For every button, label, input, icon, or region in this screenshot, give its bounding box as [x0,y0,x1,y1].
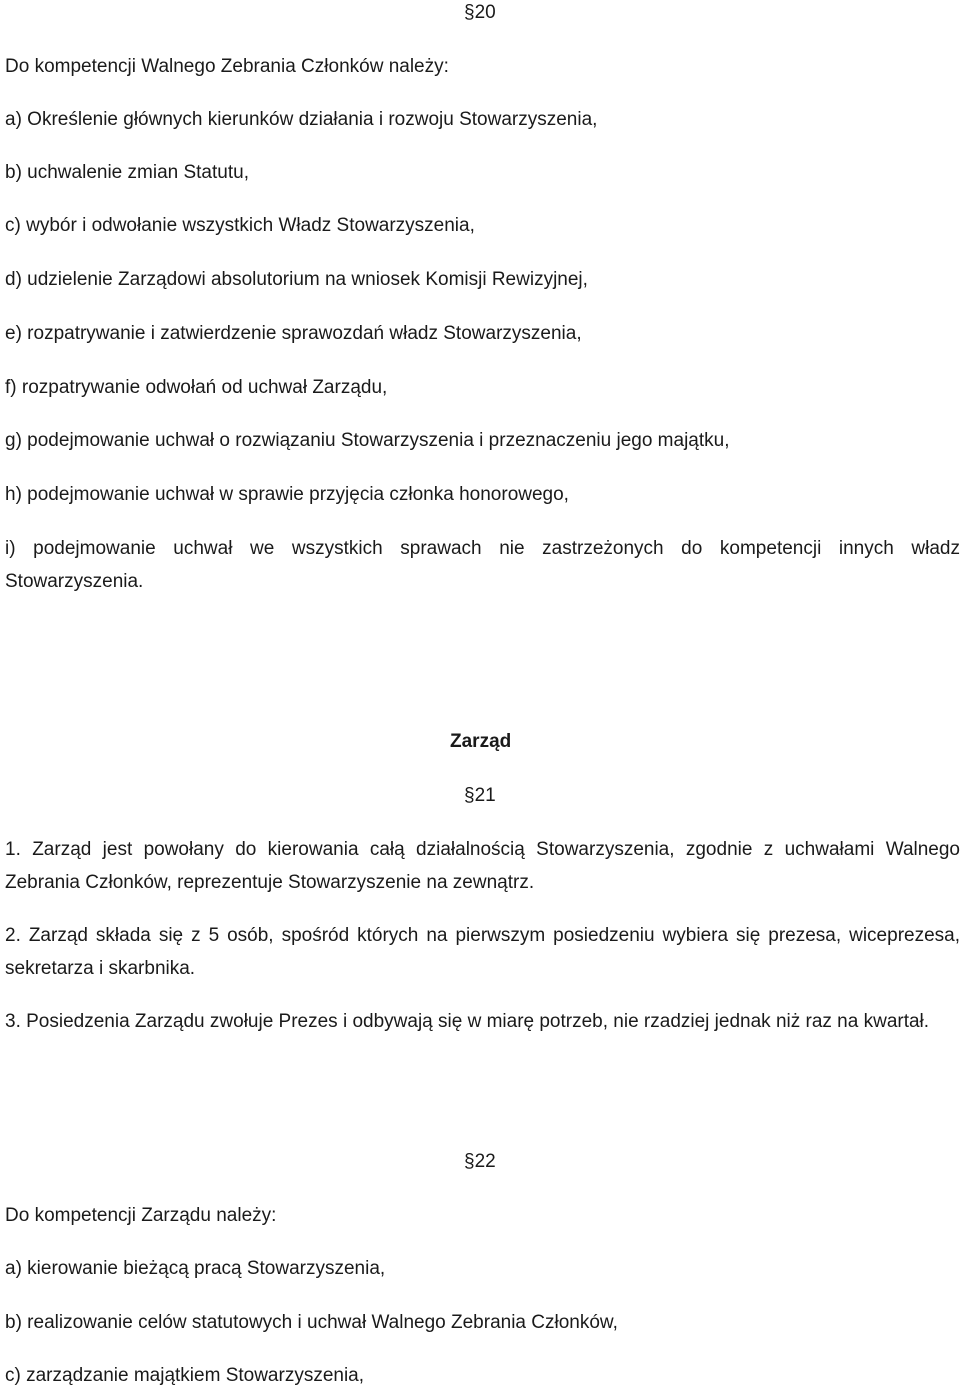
paragraph: 1. Zarząd jest powołany do kierowania całą działalnością Stowarzyszenia, zgodnie z uchwałami Walnego Zebrania Członków, reprezentuje Stowarzyszenie na zewnątrz. [5,839,960,893]
section-21-number: §21 [464,785,496,806]
section-20-intro: Do kompetencji Walnego Zebrania Członków należy: [5,56,449,77]
section-22-number: §22 [464,1151,496,1172]
list-item: c) zarządzanie majątkiem Stowarzyszenia, [5,1365,365,1386]
section-20-number: §20 [464,2,496,23]
paragraph: 2. Zarząd składa się z 5 osób, spośród których na pierwszym posiedzeniu wybiera się prezesa, wiceprezesa, sekretarza i skarbnika. [5,925,960,979]
list-item: a) Określenie głównych kierunków działania i rozwoju Stowarzyszenia, [5,109,598,130]
list-item: g) podejmowanie uchwał o rozwiązaniu Stowarzyszenia i przeznaczeniu jego majątku, [5,430,730,451]
list-item: f) rozpatrywanie odwołań od uchwał Zarządu, [5,377,388,398]
chapter-heading: Zarząd [450,731,512,752]
list-item: i) podejmowanie uchwał we wszystkich sprawach nie zastrzeżonych do kompetencji innych władz Stowarzyszenia. [5,538,960,592]
list-item: d) udzielenie Zarządowi absolutorium na wniosek Komisji Rewizyjnej, [5,269,588,290]
list-item: b) realizowanie celów statutowych i uchwał Walnego Zebrania Członków, [5,1312,618,1333]
list-item: h) podejmowanie uchwał w sprawie przyjęcia członka honorowego, [5,484,569,505]
list-item: a) kierowanie bieżącą pracą Stowarzyszenia, [5,1258,386,1279]
list-item: e) rozpatrywanie i zatwierdzenie sprawozdań władz Stowarzyszenia, [5,323,582,344]
list-item: b) uchwalenie zmian Statutu, [5,162,249,183]
list-item: c) wybór i odwołanie wszystkich Władz Stowarzyszenia, [5,215,475,236]
section-22-intro: Do kompetencji Zarządu należy: [5,1205,277,1226]
paragraph: 3. Posiedzenia Zarządu zwołuje Prezes i odbywają się w miarę potrzeb, nie rzadziej jednak niż raz na kwartał. [5,1011,930,1032]
